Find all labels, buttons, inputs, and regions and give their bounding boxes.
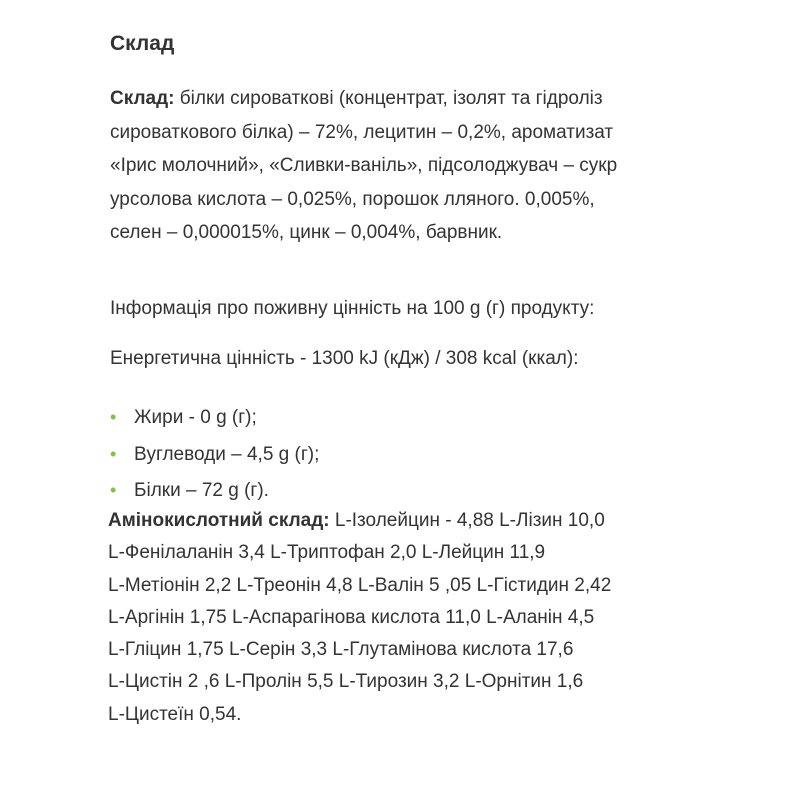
- list-item: [110, 402, 319, 439]
- nutrient-fat: Жири - 0 g (г);: [134, 407, 257, 428]
- composition-line: селен – 0,000015%, цинк – 0,004%, барвник.: [110, 222, 503, 243]
- amino-line: L-Цистеїн 0,54.: [108, 703, 242, 725]
- composition-line: [110, 82, 750, 116]
- energy-value: Енергетична цінність - 1300 kJ (кДж) / 308 kcal (ккал):: [110, 348, 579, 369]
- nutrient-carbs: Вуглеводи – 4,5 g (г);: [134, 443, 320, 465]
- amino-line: L-Гліцин 1,75 L-Серін 3,3 L-Глутамінова кислота 17,6: [108, 639, 574, 661]
- composition-text: [110, 82, 750, 250]
- amino-line: L-Аргінін 1,75 L-Аспарагінова кислота 11,0 L-Аланін 4,5: [108, 606, 595, 628]
- amino-label: Амінокислотний склад:: [108, 510, 330, 531]
- bullet-icon: •: [110, 480, 117, 500]
- nutrition-intro: Інформація про поживну цінність на 100 g (г) продукту:: [110, 298, 595, 319]
- composition-text-1: білки сироваткові (концентрат, ізолят та гідроліз: [174, 88, 603, 109]
- composition-line: сироваткового білка) – 72%, лецитин – 0,2%, ароматизат: [110, 121, 614, 143]
- composition-line: урсолова кислота – 0,025%, порошок лляного. 0,005%,: [110, 188, 595, 210]
- amino-line: L-Метіонін 2,2 L-Треонін 4,8 L-Валін 5 ,05 L-Гістидин 2,42: [108, 574, 612, 596]
- amino-line: L-Фенілаланін 3,4 L-Триптофан 2,0 L-Лейцин 11,9: [108, 542, 546, 564]
- section-heading: Склад: [110, 32, 175, 55]
- amino-text-1: L-Ізолейцин - 4,88 L-Лізин 10,0: [329, 510, 605, 531]
- bullet-icon: •: [110, 443, 117, 464]
- amino-acid-text: [108, 505, 611, 731]
- composition-label: Склад:: [110, 88, 175, 109]
- nutrient-list: [110, 402, 319, 512]
- composition-line: «Ірис молочний», «Сливки-ваніль», підсолоджувач – сукр: [110, 155, 618, 176]
- list-item: [110, 439, 319, 476]
- amino-line: [108, 505, 611, 537]
- nutrient-protein: Білки – 72 g (г).: [134, 480, 269, 501]
- bullet-icon: •: [110, 407, 117, 427]
- amino-line: L-Цистін 2 ,6 L-Пролін 5,5 L-Тирозин 3,2 L-Орнітин 1,6: [108, 671, 584, 693]
